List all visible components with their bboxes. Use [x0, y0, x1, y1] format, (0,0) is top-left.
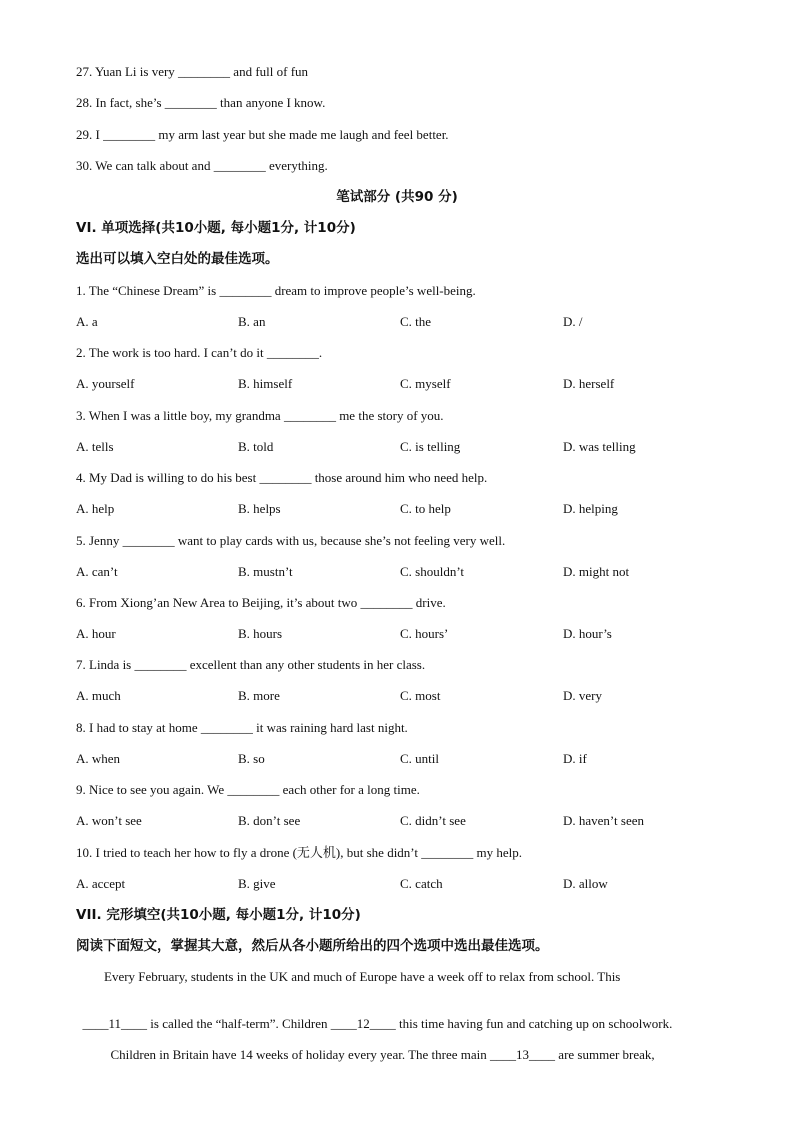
passage-line-1: Every February, students in the UK and much of Europe have a week off to relax from school. This	[104, 969, 621, 984]
answer-option[interactable]: C. is telling	[400, 439, 461, 454]
written-part-title: 笔试部分 (共90 分)	[336, 189, 458, 205]
answer-option[interactable]: A. tells	[76, 439, 114, 454]
answer-option[interactable]: B. so	[238, 751, 265, 766]
answer-option[interactable]: A. hour	[76, 626, 116, 641]
answer-option[interactable]: C. hours’	[400, 626, 449, 641]
answer-option[interactable]: B. more	[238, 688, 280, 703]
answer-option[interactable]: A. yourself	[76, 376, 135, 391]
passage-text: are summer break,	[555, 1047, 655, 1062]
passage-text: this time having fun and catching up on schoolwork.	[395, 1016, 673, 1031]
answer-option[interactable]: D. /	[563, 314, 583, 329]
answer-option[interactable]: B. give	[238, 876, 276, 891]
question-28: 28. In fact, she’s ________ than anyone I know.	[76, 95, 326, 110]
answer-option[interactable]: D. allow	[563, 876, 608, 891]
answer-option[interactable]: C. most	[400, 688, 441, 703]
answer-option[interactable]: D. very	[563, 688, 602, 703]
answer-option[interactable]: B. don’t see	[238, 813, 301, 828]
question-stem: 4. My Dad is willing to do his best ________ those around him who need help.	[76, 470, 488, 485]
answer-option[interactable]: A. accept	[76, 876, 126, 891]
answer-option[interactable]: A. when	[76, 751, 121, 766]
section6-heading: VI. 单项选择(共10小题, 每小题1分, 计10分)	[76, 220, 356, 236]
answer-option[interactable]: A. help	[76, 501, 115, 516]
answer-option[interactable]: C. until	[400, 751, 440, 766]
question-stem: 1. The “Chinese Dream” is ________ dream to improve people’s well-being.	[76, 283, 476, 298]
answer-option[interactable]: D. was telling	[563, 439, 636, 454]
blank-12[interactable]: ____12____	[330, 1016, 396, 1031]
passage-text: Children in Britain have 14 weeks of holiday every year. The three main	[110, 1047, 491, 1062]
question-stem: 10. I tried to teach her how to fly a drone (无人机), but she didn’t ________ my help.	[76, 845, 523, 860]
passage-text: is called the “half-term”. Children	[147, 1016, 331, 1031]
answer-option[interactable]: D. hour’s	[563, 626, 612, 641]
answer-option[interactable]: A. won’t see	[76, 813, 142, 828]
answer-option[interactable]: D. helping	[563, 501, 618, 516]
question-stem: 5. Jenny ________ want to play cards with us, because she’s not feeling very well.	[76, 533, 506, 548]
blank-13[interactable]: ____13____	[490, 1047, 556, 1062]
answer-option[interactable]: C. the	[400, 314, 432, 329]
answer-option[interactable]: D. haven’t seen	[563, 813, 644, 828]
answer-option[interactable]: C. shouldn’t	[400, 564, 465, 579]
passage-line-2	[76, 1000, 672, 1032]
question-stem: 6. From Xiong’an New Area to Beijing, it’s about two ________ drive.	[76, 595, 446, 610]
answer-option[interactable]: C. to help	[400, 501, 451, 516]
answer-option[interactable]: B. told	[238, 439, 274, 454]
answer-option[interactable]: B. helps	[238, 501, 281, 516]
question-29: 29. I ________ my arm last year but she made me laugh and feel better.	[76, 127, 449, 142]
question-stem: 8. I had to stay at home ________ it was raining hard last night.	[76, 720, 408, 735]
answer-option[interactable]: B. mustn’t	[238, 564, 293, 579]
answer-option[interactable]: D. herself	[563, 376, 615, 391]
question-30: 30. We can talk about and ________ everything.	[76, 158, 328, 173]
answer-option[interactable]: B. hours	[238, 626, 283, 641]
answer-option[interactable]: D. might not	[563, 564, 630, 579]
answer-option[interactable]: C. didn’t see	[400, 813, 466, 828]
section6-instruction: 选出可以填入空白处的最佳选项。	[76, 251, 279, 267]
section7-instruction: 阅读下面短文，掌握其大意，然后从各小题所给出的四个选项中选出最佳选项。	[76, 938, 549, 954]
answer-option[interactable]: B. an	[238, 314, 266, 329]
question-27: 27. Yuan Li is very ________ and full of fun	[76, 64, 309, 79]
question-stem: 7. Linda is ________ excellent than any other students in her class.	[76, 657, 426, 672]
answer-option[interactable]: C. catch	[400, 876, 443, 891]
question-stem: 9. Nice to see you again. We ________ each other for a long time.	[76, 782, 420, 797]
answer-option[interactable]: A. much	[76, 688, 121, 703]
passage-line-3	[104, 1031, 655, 1063]
section7-heading: VII. 完形填空(共10小题, 每小题1分, 计10分)	[76, 907, 361, 923]
answer-option[interactable]: B. himself	[238, 376, 293, 391]
blank-11[interactable]: ____11____	[82, 1016, 148, 1031]
question-stem: 2. The work is too hard. I can’t do it ________.	[76, 345, 323, 360]
answer-option[interactable]: C. myself	[400, 376, 451, 391]
answer-option[interactable]: D. if	[563, 751, 587, 766]
answer-option[interactable]: A. can’t	[76, 564, 118, 579]
question-stem: 3. When I was a little boy, my grandma ________ me the story of you.	[76, 408, 444, 423]
answer-option[interactable]: A. a	[76, 314, 98, 329]
